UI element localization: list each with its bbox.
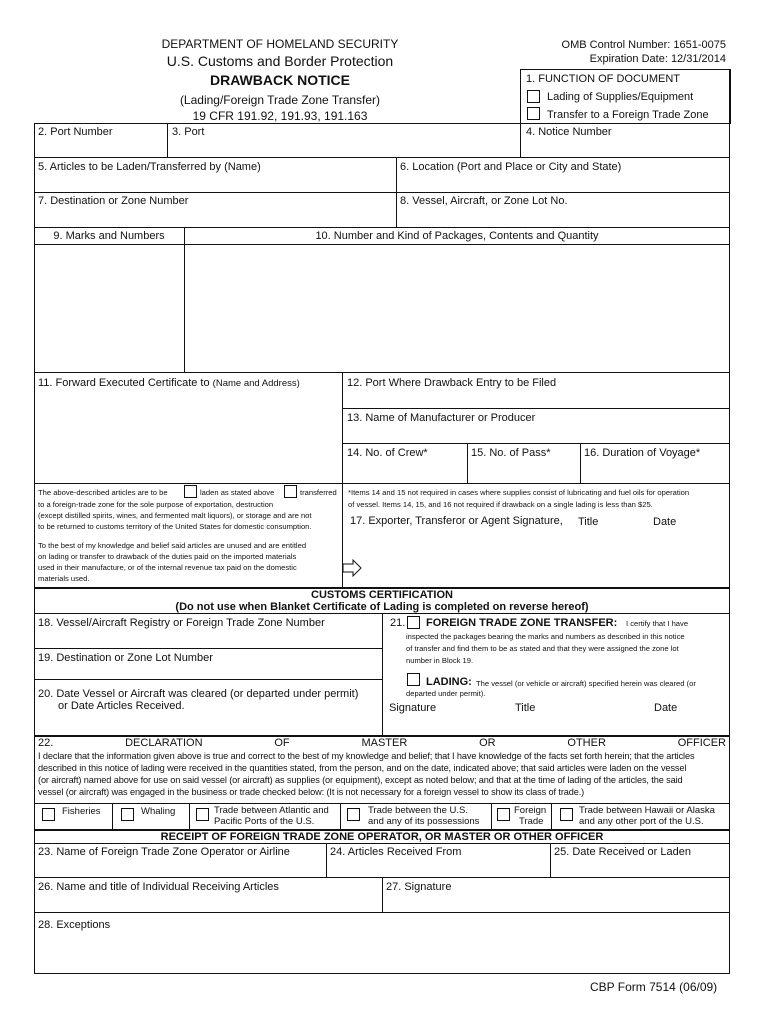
ftz-operator-label: 23. Name of Foreign Trade Zone Operator or Airline	[38, 846, 290, 858]
date-cleared-label-b: or Date Articles Received.	[58, 700, 185, 712]
whaling-label: Whaling	[141, 806, 176, 817]
customs-title-label: Title	[515, 702, 536, 714]
transferred-checkbox[interactable]	[284, 485, 297, 498]
zone-lot-label: 19. Destination or Zone Lot Number	[38, 652, 213, 664]
function-label: 1. FUNCTION OF DOCUMENT	[526, 73, 680, 85]
foreign-trade-label-b: Trade	[519, 816, 544, 827]
belief-b: on lading or transfer to drawback of the duties paid on the imported materials	[38, 552, 297, 561]
customs-subheading: (Do not use when Blanket Certificate of Lading is completed on reverse hereof)	[175, 601, 589, 613]
exporter-title-label: Title	[578, 516, 599, 528]
atlantic-pacific-label-a: Trade between Atlantic and	[214, 805, 329, 816]
lading-certification-label: LADING:	[426, 676, 472, 688]
omb-number: OMB Control Number: 1651-0075	[561, 39, 726, 51]
customs-date-label: Date	[654, 702, 678, 714]
fisheries-checkbox[interactable]	[42, 808, 55, 821]
atlantic-pacific-checkbox[interactable]	[196, 808, 209, 821]
date-received-label: 25. Date Received or Laden	[554, 846, 691, 858]
bureau-name: U.S. Customs and Border Protection	[166, 53, 394, 69]
packages-label: 10. Number and Kind of Packages, Contents and Quantity	[315, 230, 599, 242]
item21-label: 21.	[390, 617, 406, 629]
declaration-number: 22.	[38, 737, 54, 749]
lading-supplies-checkbox[interactable]	[527, 90, 540, 103]
described-b: laden as stated above	[200, 488, 275, 497]
atlantic-pacific-label-b: Pacific Ports of the U.S.	[214, 816, 315, 827]
destination-label: 7. Destination or Zone Number	[38, 195, 189, 207]
exporter-signature-label: 17. Exporter, Transferor or Agent Signature,	[350, 515, 563, 527]
fisheries-label: Fisheries	[62, 806, 101, 817]
customs-heading: CUSTOMS CERTIFICATION	[311, 589, 453, 601]
belief-a: To the best of my knowledge and belief said articles are unused and are entitled	[38, 541, 307, 550]
forward-certificate-text: 11. Forward Executed Certificate to	[38, 377, 210, 389]
us-possessions-label-b: and any of its possessions	[368, 816, 480, 827]
or-word: OR	[479, 737, 496, 749]
ftz-text-a: I certify that I have	[626, 619, 689, 628]
hawaii-alaska-label-b: and any other port of the U.S.	[579, 816, 704, 827]
notice-number-label: 4. Notice Number	[526, 126, 612, 138]
voyage-duration-label: 16. Duration of Voyage*	[584, 447, 701, 459]
hawaii-alaska-label-a: Trade between Hawaii or Alaska	[579, 805, 715, 816]
marks-input-area[interactable]	[35, 245, 183, 371]
expiration-date: Expiration Date: 12/31/2014	[589, 53, 726, 65]
form-title: DRAWBACK NOTICE	[210, 72, 350, 88]
master-word: MASTER	[361, 737, 408, 749]
port-number-label: 2. Port Number	[38, 126, 113, 138]
whaling-checkbox[interactable]	[121, 808, 134, 821]
lading-text-a: The vessel (or vehicle or aircraft) specified herein was cleared (or	[476, 679, 696, 688]
described-d: to a foreign-trade zone for the sole purpose of exportation, destruction	[38, 500, 274, 509]
footnote-b: of vessel. Items 14, 15, and 16 not required if drawback on a single lading is less than $25.	[348, 500, 653, 509]
drawback-port-label: 12. Port Where Drawback Entry to be Filed	[347, 377, 557, 389]
receiver-name-label: 26. Name and title of Individual Receiving Articles	[38, 881, 279, 893]
ftz-transfer-label: Transfer to a Foreign Trade Zone	[547, 109, 709, 121]
location-label: 6. Location (Port and Place or City and State)	[400, 161, 622, 173]
us-possessions-checkbox[interactable]	[347, 808, 360, 821]
other-word: OTHER	[567, 737, 606, 749]
declaration-word: DECLARATION	[125, 737, 203, 749]
declaration-line-2: described in this notice of lading were received in the quantities stated, from the person, and on the date, indicated above; that said articles were laden on the vessel	[38, 763, 687, 773]
packages-input-area[interactable]	[185, 245, 728, 371]
declaration-line-3: (or aircraft) named above for use on said vessel (or aircraft) as supplies (or equipment), except as noted below; and that at the time of lading of the articles, the said	[38, 775, 683, 785]
ftz-certification-label: FOREIGN TRADE ZONE TRANSFER:	[426, 617, 618, 629]
cfr-reference: 19 CFR 191.92, 191.93, 191.163	[192, 109, 368, 123]
manufacturer-label: 13. Name of Manufacturer or Producer	[347, 412, 536, 424]
port-label: 3. Port	[172, 126, 205, 138]
hawaii-alaska-checkbox[interactable]	[560, 808, 573, 821]
exceptions-label: 28. Exceptions	[38, 919, 111, 931]
forward-certificate-sub: (Name and Address)	[212, 378, 300, 389]
belief-d: materials used.	[38, 574, 90, 583]
described-articles-line	[38, 488, 168, 498]
laden-by-label: 5. Articles to be Laden/Transferred by (Name)	[38, 161, 261, 173]
registry-label: 18. Vessel/Aircraft Registry or Foreign Trade Zone Number	[38, 617, 325, 629]
form-subtitle: (Lading/Foreign Trade Zone Transfer)	[179, 93, 381, 107]
ftz-text-d: number in Block 19.	[406, 656, 474, 665]
described-c: transferred	[300, 488, 337, 497]
lading-text-b: departed under permit).	[406, 689, 486, 698]
arrow-right-icon	[342, 559, 362, 577]
receipt-heading: RECEIPT OF FOREIGN TRADE ZONE OPERATOR, OR MASTER OR OTHER OFFICER	[160, 831, 604, 843]
ftz-transfer-checkbox[interactable]	[527, 107, 540, 120]
laden-checkbox[interactable]	[184, 485, 197, 498]
forward-certificate-label	[38, 377, 300, 390]
declaration-line-1: I declare that the information given above is true and correct to the best of my knowledge and belief; that I have knowledge of the facts set forth herein; that the articles	[38, 751, 695, 761]
crew-label: 14. No. of Crew*	[347, 447, 428, 459]
ftz-certification-checkbox[interactable]	[407, 616, 420, 629]
footnote-a: *Items 14 and 15 not required in cases where supplies consist of lubricating and fuel oils for operation	[348, 488, 690, 497]
declaration-heading	[38, 737, 726, 750]
belief-c: used in their manufacture, or of the internal revenue tax paid on the domestic	[38, 563, 297, 572]
foreign-trade-checkbox[interactable]	[497, 808, 510, 821]
foreign-trade-label-a: Foreign	[514, 805, 547, 816]
ftz-text-c: of transfer and find them to be as stated and that they were assigned the zone lot	[406, 644, 679, 653]
form-number: CBP Form 7514 (06/09)	[590, 980, 718, 994]
described-e: (except distilled spirits, wines, and fermented malt liquors), or storage and are not	[38, 511, 312, 520]
agency-name: DEPARTMENT OF HOMELAND SECURITY	[161, 37, 399, 51]
receiver-signature-label: 27. Signature	[386, 881, 452, 893]
declaration-line-4: vessel (or aircraft) was engaged in the business or trade checked below: (It is not necessary for a foreign vessel to show its class of trade.)	[38, 787, 585, 797]
officer-word: OFFICER	[677, 737, 726, 749]
us-possessions-label-a: Trade between the U.S.	[368, 805, 468, 816]
lading-supplies-label: Lading of Supplies/Equipment	[547, 91, 694, 103]
of-word: OF	[274, 737, 290, 749]
exporter-date-label: Date	[653, 516, 677, 528]
described-a: The above-described articles are to be	[38, 488, 168, 497]
passengers-label: 15. No. of Pass*	[471, 447, 551, 459]
lading-certification-checkbox[interactable]	[407, 673, 420, 686]
ftz-text-b: inspected the packages bearing the marks and numbers as described in this notice	[406, 632, 685, 641]
received-from-label: 24. Articles Received From	[330, 846, 462, 858]
customs-signature-label: Signature	[389, 702, 437, 714]
vessel-label: 8. Vessel, Aircraft, or Zone Lot No.	[400, 195, 568, 207]
marks-numbers-label: 9. Marks and Numbers	[53, 230, 165, 242]
date-cleared-label-a: 20. Date Vessel or Aircraft was cleared (or departed under permit)	[38, 688, 359, 700]
described-f: to be returned to customs territory of the United States for domestic consumption.	[38, 522, 312, 531]
